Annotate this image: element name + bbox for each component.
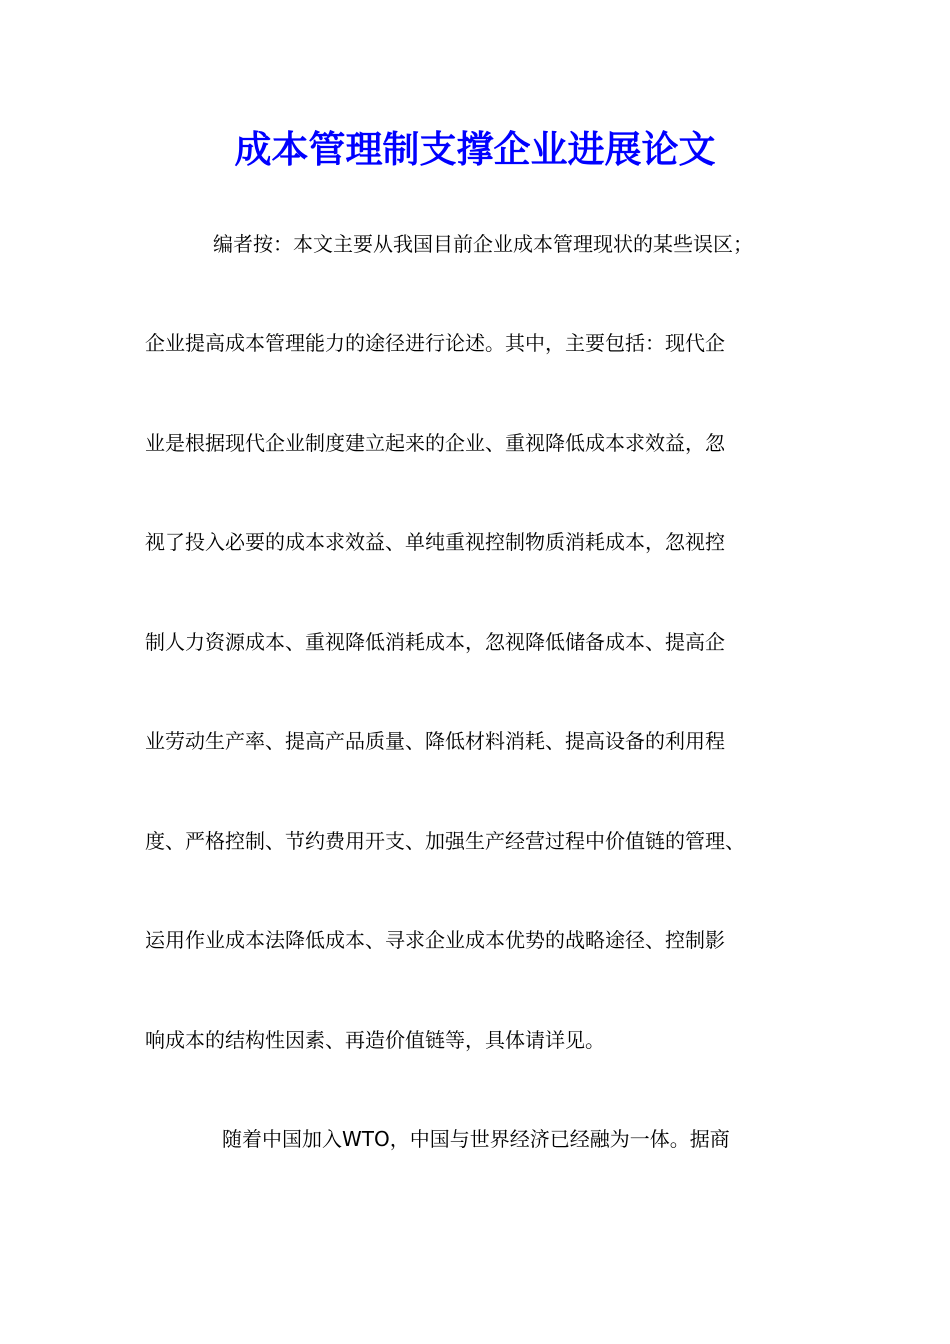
document-title: 成本管理制支撑企业进展论文	[234, 128, 716, 171]
paragraph-line: 编者按：本文主要从我国目前企业成本管理现状的某些误区；	[213, 232, 753, 256]
paragraph-line: 视了投入必要的成本求效益、单纯重视控制物质消耗成本，忽视控	[145, 530, 725, 554]
paragraph-line: 业劳动生产率、提高产品质量、降低材料消耗、提高设备的利用程	[145, 729, 725, 753]
paragraph-line: 随着中国加入WTO，中国与世界经济已经融为一体。据商	[222, 1127, 730, 1151]
paragraph-line: 业是根据现代企业制度建立起来的企业、重视降低成本求效益，忽	[145, 431, 725, 455]
paragraph-line: 企业提高成本管理能力的途径进行论述。其中，主要包括：现代企	[145, 331, 725, 355]
paragraph-line: 度、严格控制、节约费用开支、加强生产经营过程中价值链的管理、	[145, 829, 745, 853]
paragraph-line: 制人力资源成本、重视降低消耗成本，忽视降低储备成本、提高企	[145, 630, 725, 654]
paragraph-line: 响成本的结构性因素、再造价值链等，具体请详见。	[145, 1028, 605, 1052]
paragraph-line: 运用作业成本法降低成本、寻求企业成本优势的战略途径、控制影	[145, 928, 725, 952]
